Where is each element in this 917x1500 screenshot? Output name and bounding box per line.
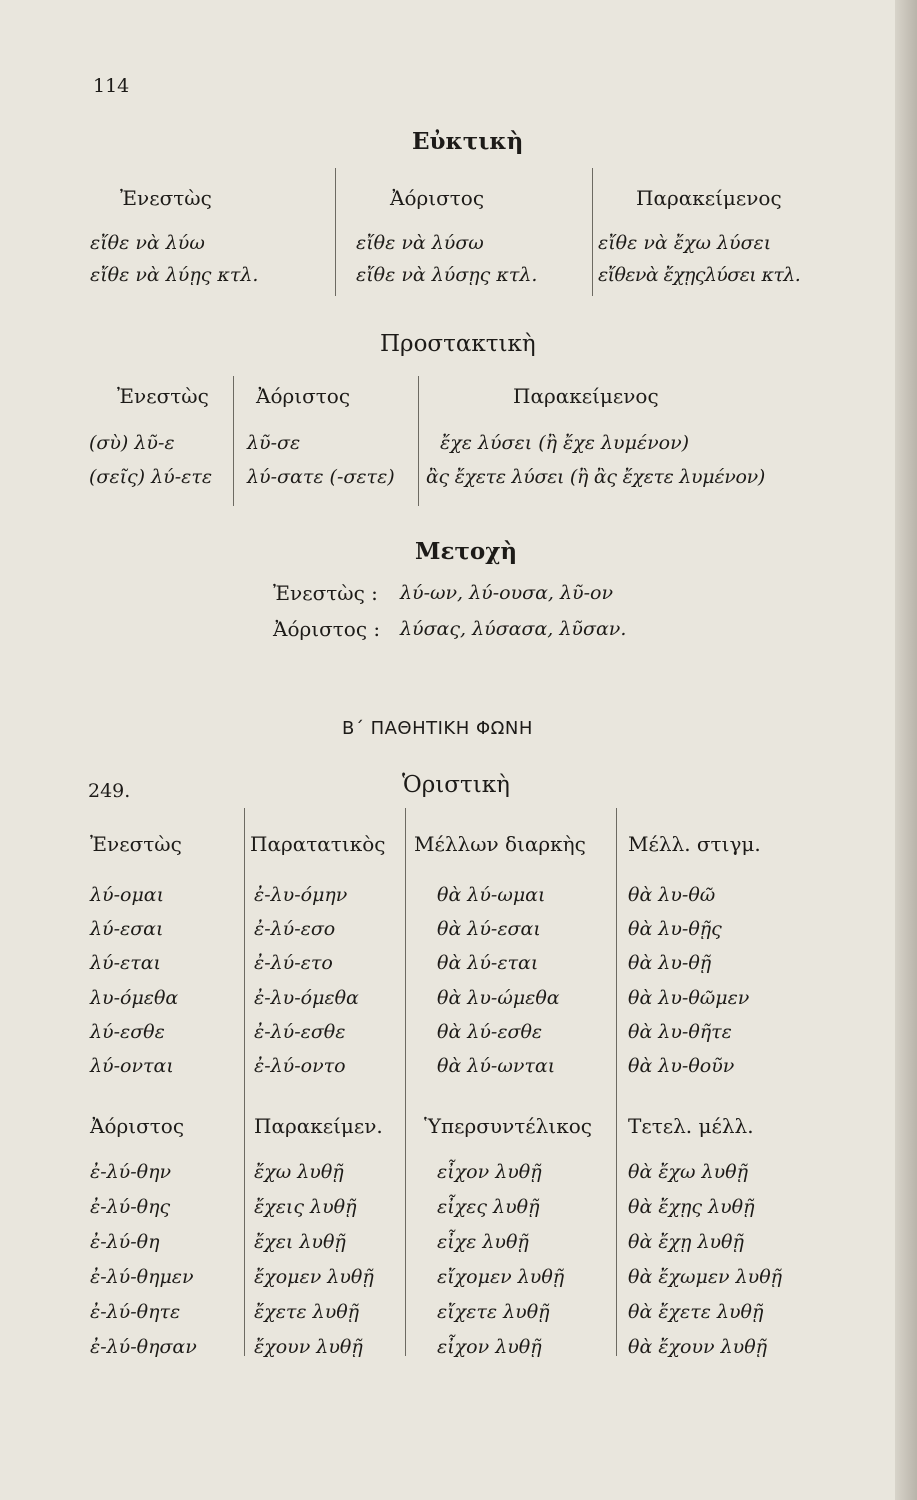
- oristiki-title: Ὁριστικὴ: [402, 772, 510, 798]
- euktiki-col1-header: Ἐνεστὼς: [120, 186, 212, 210]
- conjugation-form: λύ-ομαι: [90, 884, 165, 906]
- oristiki-g2-header: Παρακείμεν.: [254, 1114, 383, 1138]
- conjugation-form: ἔχετε λυθῇ: [254, 1301, 360, 1323]
- conjugation-form: ἐ-λυ-όμην: [254, 884, 348, 906]
- conjugation-form: ἔχεις λυθῇ: [254, 1196, 357, 1218]
- conjugation-form: ἐ-λύ-ετο: [254, 952, 333, 975]
- conjugation-form: ἐ-λύ-εσθε: [254, 1020, 346, 1043]
- metochi-value: λύσας, λύσασα, λῦσαν.: [400, 618, 627, 640]
- conjugation-form: ἐ-λύ-οντο: [254, 1055, 346, 1078]
- column-divider: [233, 376, 234, 506]
- metochi-title: Μετοχὴ: [415, 538, 518, 565]
- prostaktiki-title: Προστακτικὴ: [380, 331, 536, 357]
- oristiki-g2-col4: [628, 1155, 782, 1365]
- conjugation-form: λύ-εσαι: [90, 918, 164, 941]
- prostaktiki-form: (σεῖς) λύ-ετε: [89, 466, 213, 488]
- conjugation-form: θὰ ἔχῃ λυθῇ: [628, 1231, 744, 1253]
- page-number: 114: [93, 75, 130, 97]
- column-divider: [418, 376, 419, 506]
- oristiki-g1-col3: [437, 878, 560, 1083]
- oristiki-g2-header: Ἀόριστος: [90, 1114, 185, 1138]
- conjugation-form: εἴχομεν λυθῇ: [437, 1266, 565, 1288]
- oristiki-g1-header: Μέλλων διαρκὴς: [414, 832, 586, 856]
- conjugation-form: ἐ-λύ-εσο: [254, 918, 336, 941]
- euktiki-form: εἴθε νὰ ἔχω λύσει: [598, 232, 772, 254]
- conjugation-form: θὰ λύ-εσαι: [437, 918, 541, 941]
- conjugation-form: ἐ-λύ-θην: [90, 1161, 172, 1183]
- conjugation-form: θὰ λύ-εται: [437, 952, 539, 975]
- prostaktiki-col2-header: Ἀόριστος: [256, 384, 351, 408]
- euktiki-form: εἴθε νὰ λύσῃς κτλ.: [356, 264, 538, 286]
- prostaktiki-col1-header: Ἐνεστὼς: [117, 384, 209, 408]
- euktiki-title: Εὐκτικὴ: [412, 128, 524, 155]
- oristiki-g1-col2: [254, 878, 359, 1083]
- conjugation-form: θὰ λυ-θῇ: [628, 952, 712, 975]
- euktiki-form: εἴθε νὰ λύῃς κτλ.: [90, 264, 259, 286]
- conjugation-form: ἐ-λύ-θημεν: [90, 1266, 194, 1288]
- prostaktiki-form: ἂς ἔχετε λύσει (ἢ ἂς ἔχετε λυμένον): [426, 466, 765, 488]
- conjugation-form: ἐ-λυ-όμεθα: [254, 986, 359, 1009]
- conjugation-form: ἐ-λύ-θησαν: [90, 1336, 197, 1358]
- euktiki-form: εἴθε νὰ λύσω: [356, 232, 484, 254]
- prostaktiki-col3-header: Παρακείμενος: [513, 384, 659, 408]
- conjugation-form: θὰ λυ-θῇς: [628, 918, 722, 941]
- prostaktiki-form: ἔχε λύσει (ἢ ἔχε λυμένον): [440, 432, 690, 454]
- conjugation-form: θὰ λυ-θῆτε: [628, 1020, 732, 1043]
- column-divider: [244, 808, 245, 1356]
- conjugation-form: θὰ λυ-θῶμεν: [628, 986, 750, 1009]
- metochi-label: Ἐνεστὼς :: [273, 581, 378, 605]
- conjugation-form: θὰ ἔχῃς λυθῇ: [628, 1196, 755, 1218]
- page-edge: [895, 0, 917, 1500]
- oristiki-g2-col2: [254, 1155, 374, 1365]
- section-heading: Β΄ ΠΑΘΗΤΙΚΗ ΦΩΝΗ: [342, 718, 533, 739]
- conjugation-form: ἐ-λύ-θη: [90, 1231, 160, 1253]
- euktiki-form: εἴθε νὰ λύω: [90, 232, 205, 254]
- conjugation-form: θὰ λυ-θῶ: [628, 884, 716, 906]
- conjugation-form: ἔχει λυθῇ: [254, 1231, 346, 1253]
- column-divider: [592, 168, 593, 296]
- conjugation-form: θὰ ἔχωμεν λυθῇ: [628, 1266, 783, 1288]
- oristiki-g1-header: Ἐνεστὼς: [90, 832, 182, 856]
- conjugation-form: θὰ ἔχετε λυθῇ: [628, 1301, 764, 1323]
- oristiki-g1-col1: [90, 878, 178, 1083]
- prostaktiki-form: (σὺ) λῦ-ε: [89, 432, 175, 454]
- oristiki-g1-header: Παρατατικὸς: [250, 832, 386, 856]
- metochi-value: λύ-ων, λύ-ουσα, λῦ-ον: [400, 582, 614, 604]
- conjugation-form: λύ-εται: [90, 952, 161, 975]
- euktiki-form: εἴθενὰ ἔχῃςλύσει κτλ.: [598, 264, 801, 286]
- conjugation-form: θὰ λυ-θοῦν: [628, 1055, 735, 1078]
- column-divider: [616, 808, 617, 1356]
- conjugation-form: ἔχω λυθῇ: [254, 1161, 344, 1183]
- column-divider: [405, 808, 406, 1356]
- oristiki-g1-col4: [628, 878, 749, 1083]
- conjugation-form: ἐ-λύ-θης: [90, 1196, 171, 1218]
- oristiki-g2-col3: [437, 1155, 564, 1365]
- conjugation-form: ἔχουν λυθῇ: [254, 1336, 363, 1358]
- conjugation-form: θὰ λύ-εσθε: [437, 1020, 543, 1043]
- oristiki-g2-header: Ὑπερσυντέλικος: [424, 1114, 592, 1138]
- oristiki-g2-col1: [90, 1155, 197, 1365]
- conjugation-form: εἶχον λυθῇ: [437, 1161, 542, 1183]
- conjugation-form: ἐ-λύ-θητε: [90, 1301, 181, 1323]
- conjugation-form: θὰ ἔχω λυθῇ: [628, 1161, 748, 1183]
- oristiki-g1-header: Μέλλ. στιγμ.: [628, 832, 761, 856]
- paragraph-number: 249.: [88, 780, 131, 802]
- prostaktiki-form: λύ-σατε (-σετε): [247, 466, 395, 488]
- euktiki-col2-header: Ἀόριστος: [390, 186, 485, 210]
- conjugation-form: θὰ λυ-ώμεθα: [437, 986, 560, 1009]
- conjugation-form: λύ-εσθε: [90, 1020, 165, 1043]
- conjugation-form: εἶχες λυθῇ: [437, 1196, 540, 1218]
- conjugation-form: εἴχετε λυθῇ: [437, 1301, 550, 1323]
- prostaktiki-form: λῦ-σε: [247, 432, 301, 454]
- conjugation-form: εἶχε λυθῇ: [437, 1231, 529, 1253]
- oristiki-g2-header: Τετελ. μέλλ.: [628, 1114, 754, 1138]
- conjugation-form: θὰ λύ-ωμαι: [437, 884, 546, 906]
- conjugation-form: εἶχον λυθῇ: [437, 1336, 542, 1358]
- metochi-label: Ἀόριστος :: [273, 617, 381, 641]
- conjugation-form: θὰ λύ-ωνται: [437, 1055, 556, 1078]
- euktiki-col3-header: Παρακείμενος: [636, 186, 782, 210]
- column-divider: [335, 168, 336, 296]
- conjugation-form: λύ-ονται: [90, 1055, 174, 1078]
- conjugation-form: λυ-όμεθα: [90, 986, 179, 1009]
- conjugation-form: ἔχομεν λυθῇ: [254, 1266, 374, 1288]
- conjugation-form: θὰ ἔχουν λυθῇ: [628, 1336, 768, 1358]
